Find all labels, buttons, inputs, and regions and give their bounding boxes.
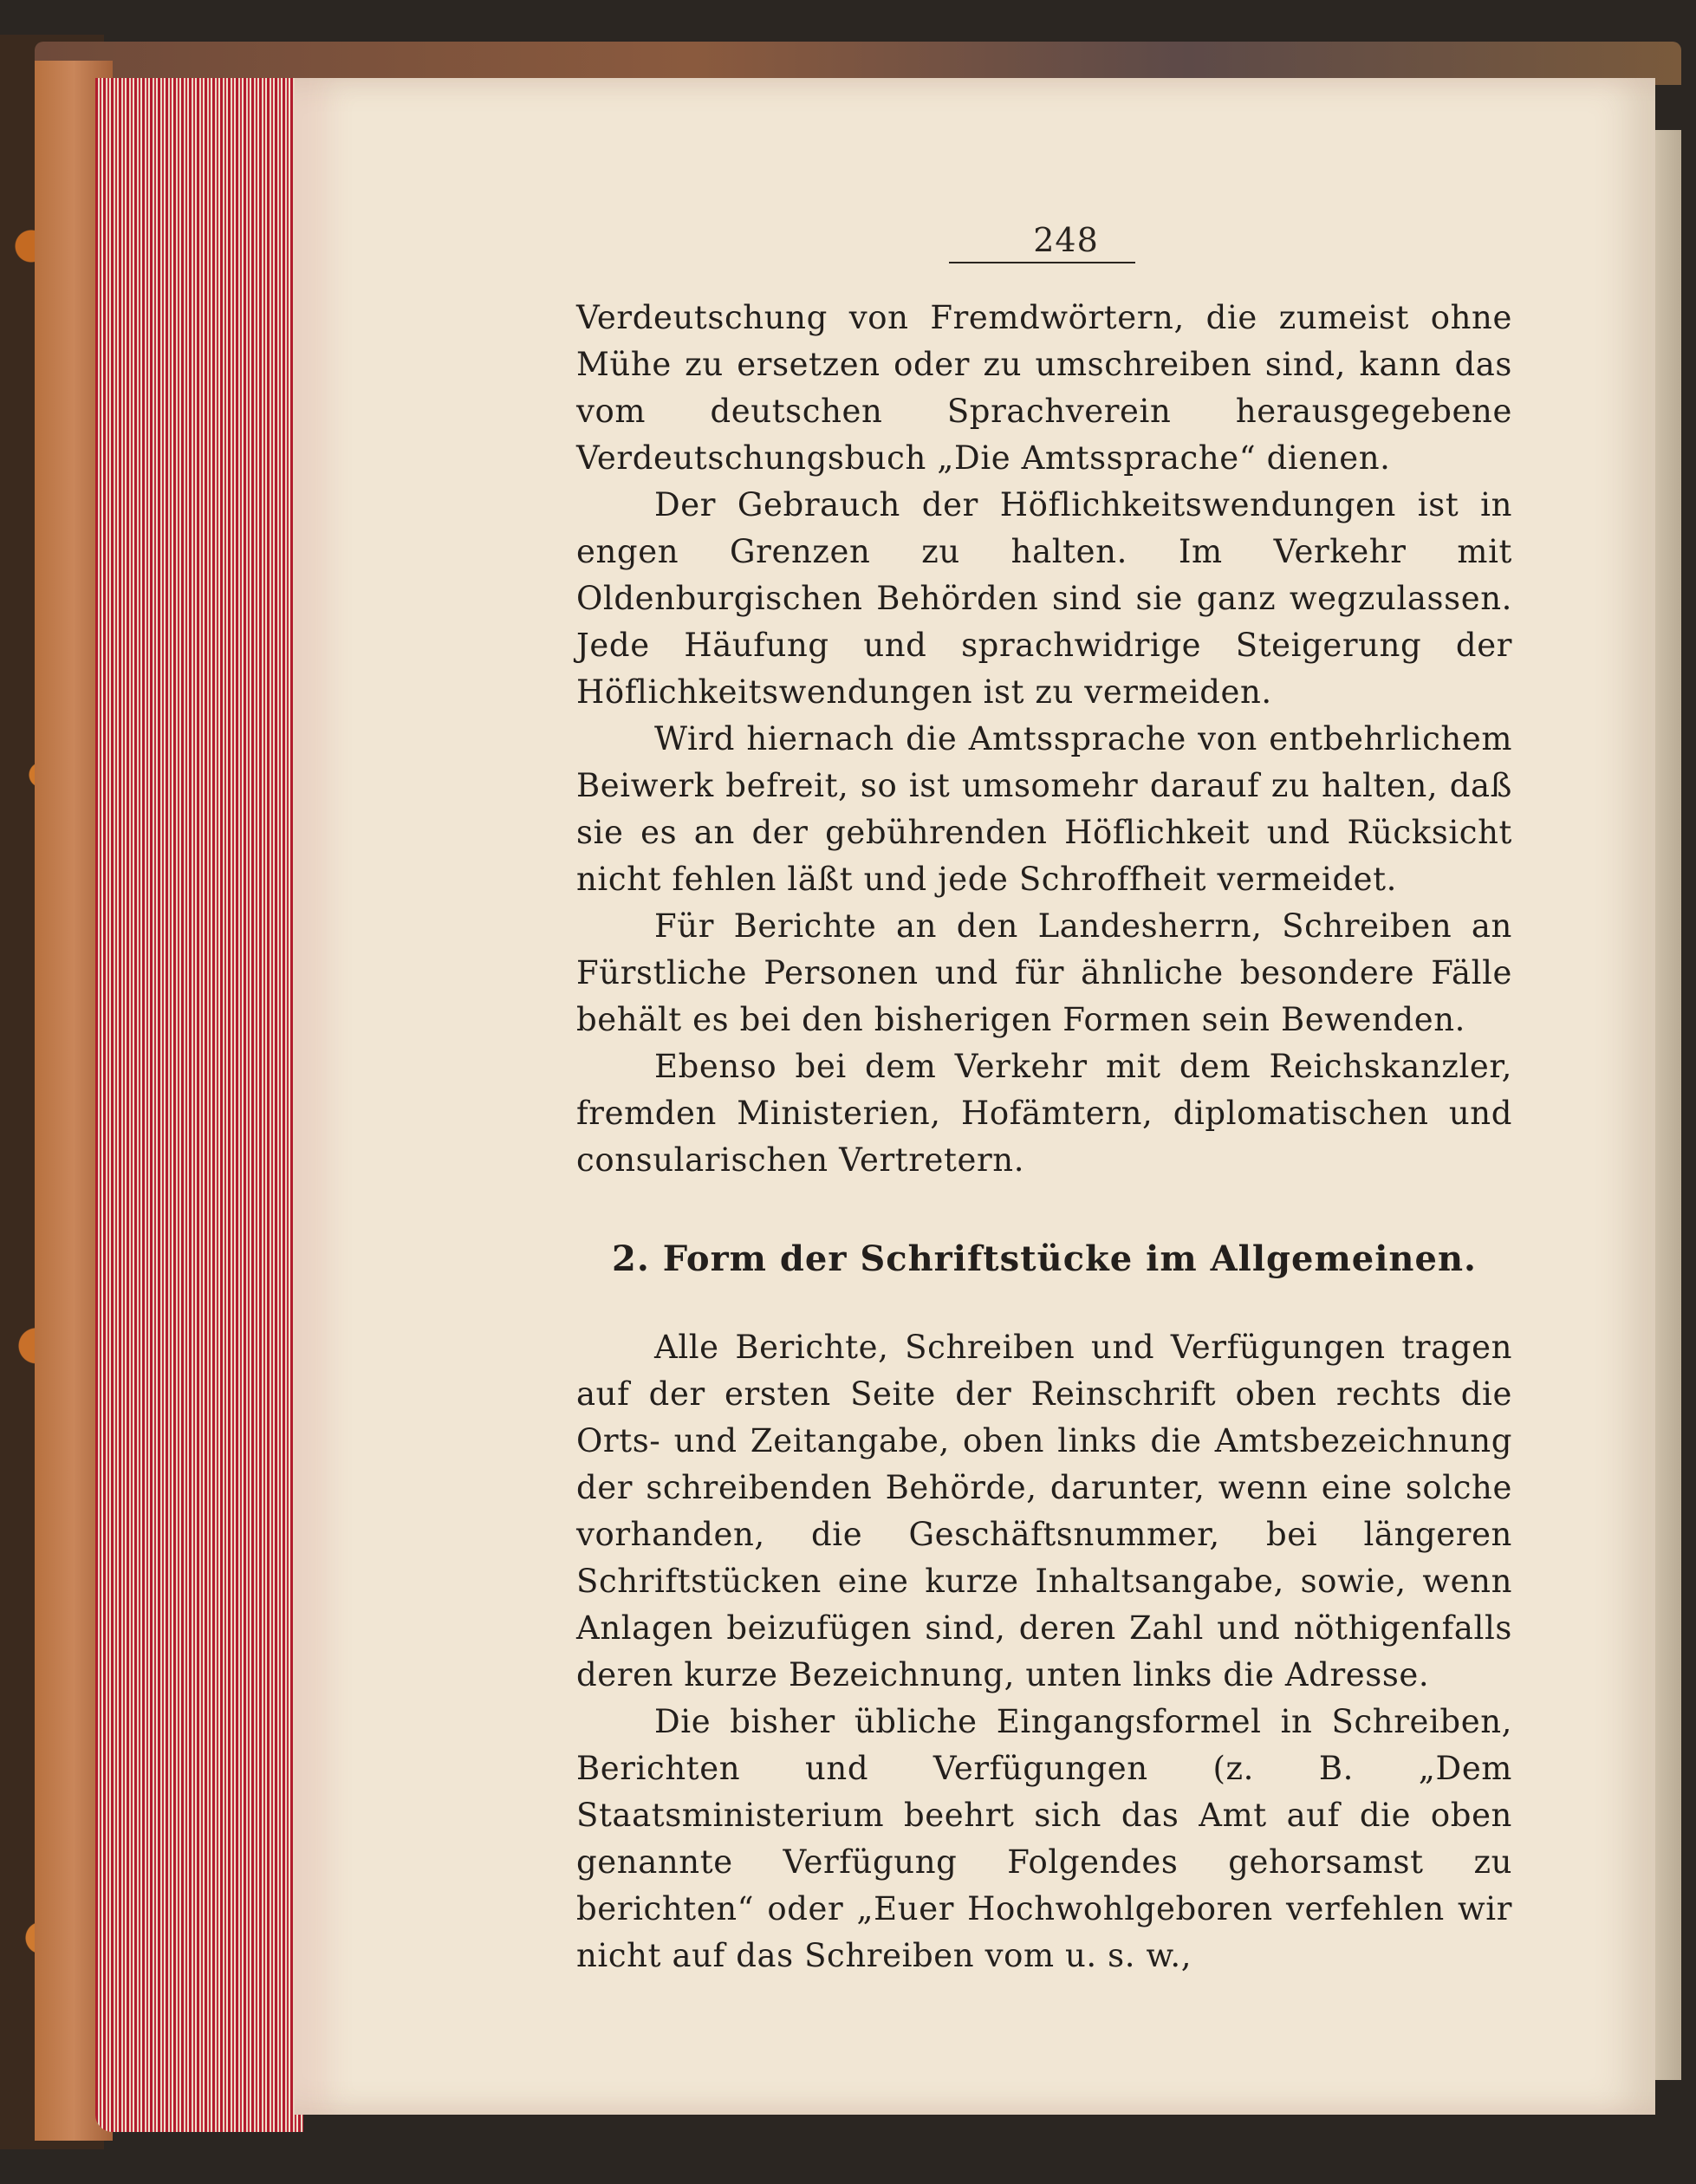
section-heading: 2. Form der Schriftstücke im Allgemeinen. xyxy=(612,1238,1477,1279)
paragraph: Wird hiernach die Amtssprache von entbehrlichem Beiwerk befreit, so ist umsomehr darauf zu halten, daß sie es an der gebührenden Höflichkeit und Rücksicht nicht fehlen läßt und jede Schroffheit vermeidet. xyxy=(576,720,1512,898)
page-number: 248 xyxy=(1033,221,1099,259)
page-stack-red-edges xyxy=(95,78,303,2132)
paragraph: Alle Berichte, Schreiben und Verfügungen tragen auf der ersten Seite der Reinschrift oben rechts die Orts- und Zeitangabe, oben links die Amtsbezeichnung der schreibenden Behörde, darunter, wenn eine solche vorhanden, die Geschäftsnummer, bei längeren Schriftstücken eine kurze Inhaltsangabe, sowie, wenn Anlagen beizufügen sind, deren Zahl und nöthigenfalls deren kurze Bezeichnung, unten links die Adresse. xyxy=(576,1329,1512,1693)
paragraph: Ebenso bei dem Verkehr mit dem Reichskanzler, fremden Ministerien, Hofämtern, diplomatischen und consularischen Vertretern. xyxy=(576,1048,1512,1179)
page-text xyxy=(576,295,1512,1979)
paragraph: Verdeutschung von Fremdwörtern, die zumeist ohne Mühe zu ersetzen oder zu umschreiben sind, kann das vom deutschen Sprachverein herausgegebene Verdeutschungsbuch „Die Amtssprache“ dienen. xyxy=(576,299,1512,477)
paragraph: Für Berichte an den Landesherrn, Schreiben an Fürstliche Personen und für ähnliche besondere Fälle behält es bei den bisherigen Formen sein Bewenden. xyxy=(576,907,1512,1038)
paragraph: Die bisher übliche Eingangsformel in Schreiben, Berichten und Verfügungen (z. B. „Dem Staatsministerium beehrt sich das Amt auf die oben genannte Verfügung Folgendes gehorsamst zu berichten“ oder „Euer Hochwohlgeboren verfehlen wir nicht auf das Schreiben vom u. s. w., xyxy=(576,1703,1512,1974)
header-rule xyxy=(949,262,1135,263)
paragraph: Der Gebrauch der Höflichkeitswendungen ist in engen Grenzen zu halten. Im Verkehr mit Oldenburgischen Behörden sind sie ganz wegzulassen. Jede Häufung und sprachwidrige Steigerung der Höflichkeitswendungen ist zu vermeiden. xyxy=(576,486,1512,711)
